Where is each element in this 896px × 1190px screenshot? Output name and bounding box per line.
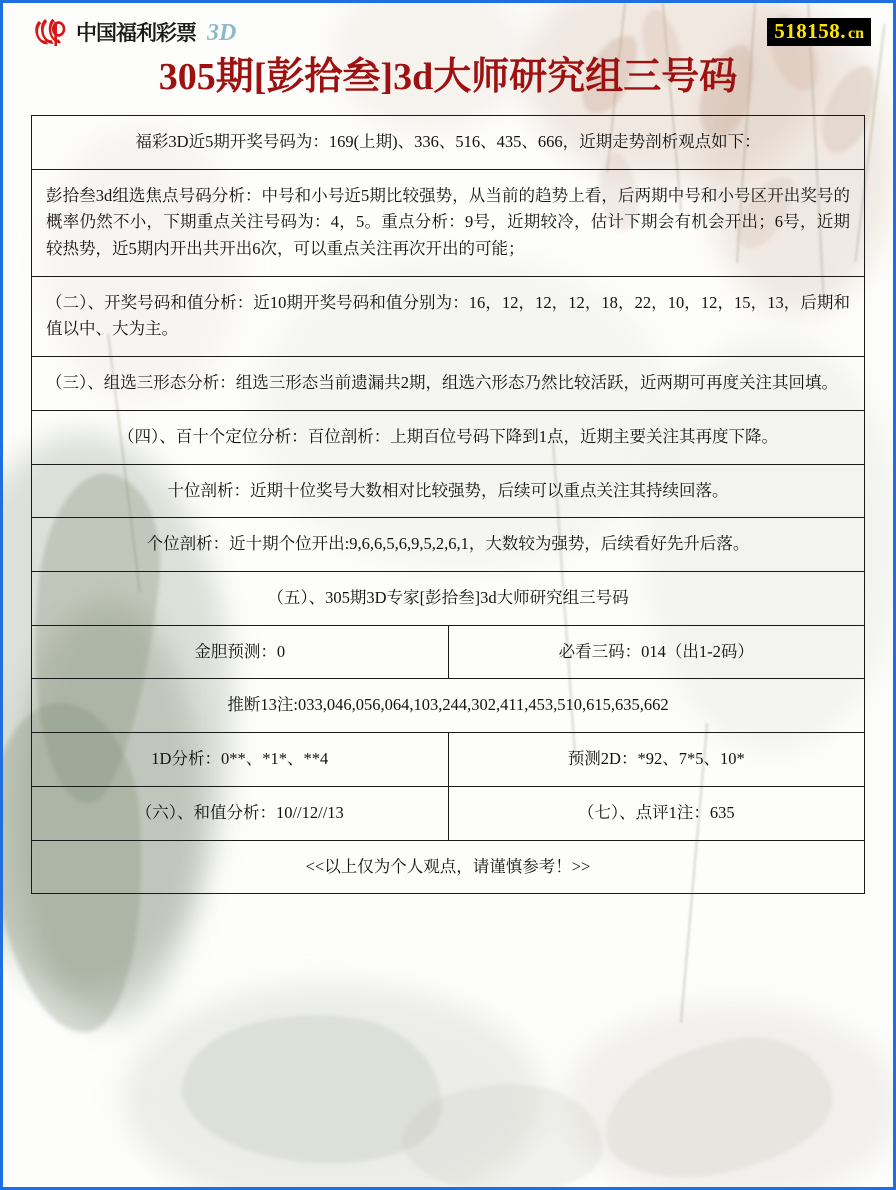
gold-dan-prediction: 金胆预测：0 — [32, 625, 449, 679]
table-row-ones-analysis — [32, 518, 865, 572]
table-row-position-analysis — [32, 410, 865, 464]
table-row-recent-draws — [32, 115, 865, 169]
position-analysis-text: （四）、百十个定位分析：百位剖析：上期百位号码下降到1点，近期主要关注其再度下降。 — [32, 410, 865, 464]
china-welfare-lottery-logo-icon — [33, 17, 67, 49]
ones-analysis-text: 个位剖析：近十期个位开出:9,6,6,5,6,9,5,2,6,1，大数较为强势，后续看好先升后落。 — [32, 518, 865, 572]
two-d-prediction: 预测2D：*92、7*5、10* — [448, 733, 865, 787]
recent-draws-text: 福彩3D近5期开奖号码为：169(上期)、336、516、435、666，近期走势剖析观点如下： — [32, 115, 865, 169]
watermark-tld: cn — [848, 25, 864, 42]
brand-logo — [33, 16, 236, 50]
table-row-focus-analysis — [32, 169, 865, 276]
table-row-13-bets — [32, 679, 865, 733]
section5-heading-text: （五）、305期3D专家[彭拾叁]3d大师研究组三号码 — [32, 571, 865, 625]
section6-sum-analysis: （六）、和值分析：10//12//13 — [32, 786, 449, 840]
page-header — [3, 3, 893, 61]
tens-analysis-text: 十位剖析：近期十位奖号大数相对比较强势，后续可以重点关注其持续回落。 — [32, 464, 865, 518]
sum-analysis-text: （二）、开奖号码和值分析：近10期开奖号码和值分别为：16，12，12，12，18，22，10，12，15，13，后期和值以中、大为主。 — [32, 276, 865, 356]
table-row-tens-analysis — [32, 464, 865, 518]
focus-analysis-text: 彭拾叁3d组选焦点号码分析：中号和小号近5期比较强势，从当前的趋势上看，后两期中号和小号区开出奖号的概率仍然不小，下期重点关注号码为：4，5。重点分析：9号，近期较冷，估计下期会有机会开出；6号，近期较热势，近5期内开出共开出6次，可以重点关注再次开出的可能； — [32, 169, 865, 276]
table-row-disclaimer — [32, 840, 865, 894]
site-watermark — [767, 18, 871, 46]
group3-analysis-text: （三）、组选三形态分析：组选三形态当前遗漏共2期，组选六形态乃然比较活跃，近两期可再度关注其回填。 — [32, 357, 865, 411]
one-d-analysis: 1D分析：0**、*1*、**4 — [32, 733, 449, 787]
table-row-1d-2d — [32, 733, 865, 787]
table-row-sum-analysis — [32, 276, 865, 356]
brand-3d-label: 3D — [207, 19, 237, 46]
brand-name: 中国福利彩票 — [76, 20, 196, 45]
watermark-domain: 518158. — [774, 19, 846, 43]
thirteen-bets-text: 推断13注:033,046,056,064,103,244,302,411,453,510,615,635,662 — [32, 679, 865, 733]
page-title: 305期[彭拾叁]3d大师研究组三号码 — [158, 56, 738, 98]
disclaimer-text: <<以上仅为个人观点，请谨慎参考！>> — [32, 840, 865, 894]
table-row-section5-heading — [32, 571, 865, 625]
section7-comment: （七）、点评1注：635 — [448, 786, 865, 840]
analysis-table-wrapper — [31, 115, 865, 895]
table-row-group3-analysis — [32, 357, 865, 411]
table-row-section6-7 — [32, 786, 865, 840]
table-row-gold-and-three — [32, 625, 865, 679]
must-see-three-codes: 必看三码：014（出1-2码） — [448, 625, 865, 679]
analysis-table — [31, 115, 865, 895]
